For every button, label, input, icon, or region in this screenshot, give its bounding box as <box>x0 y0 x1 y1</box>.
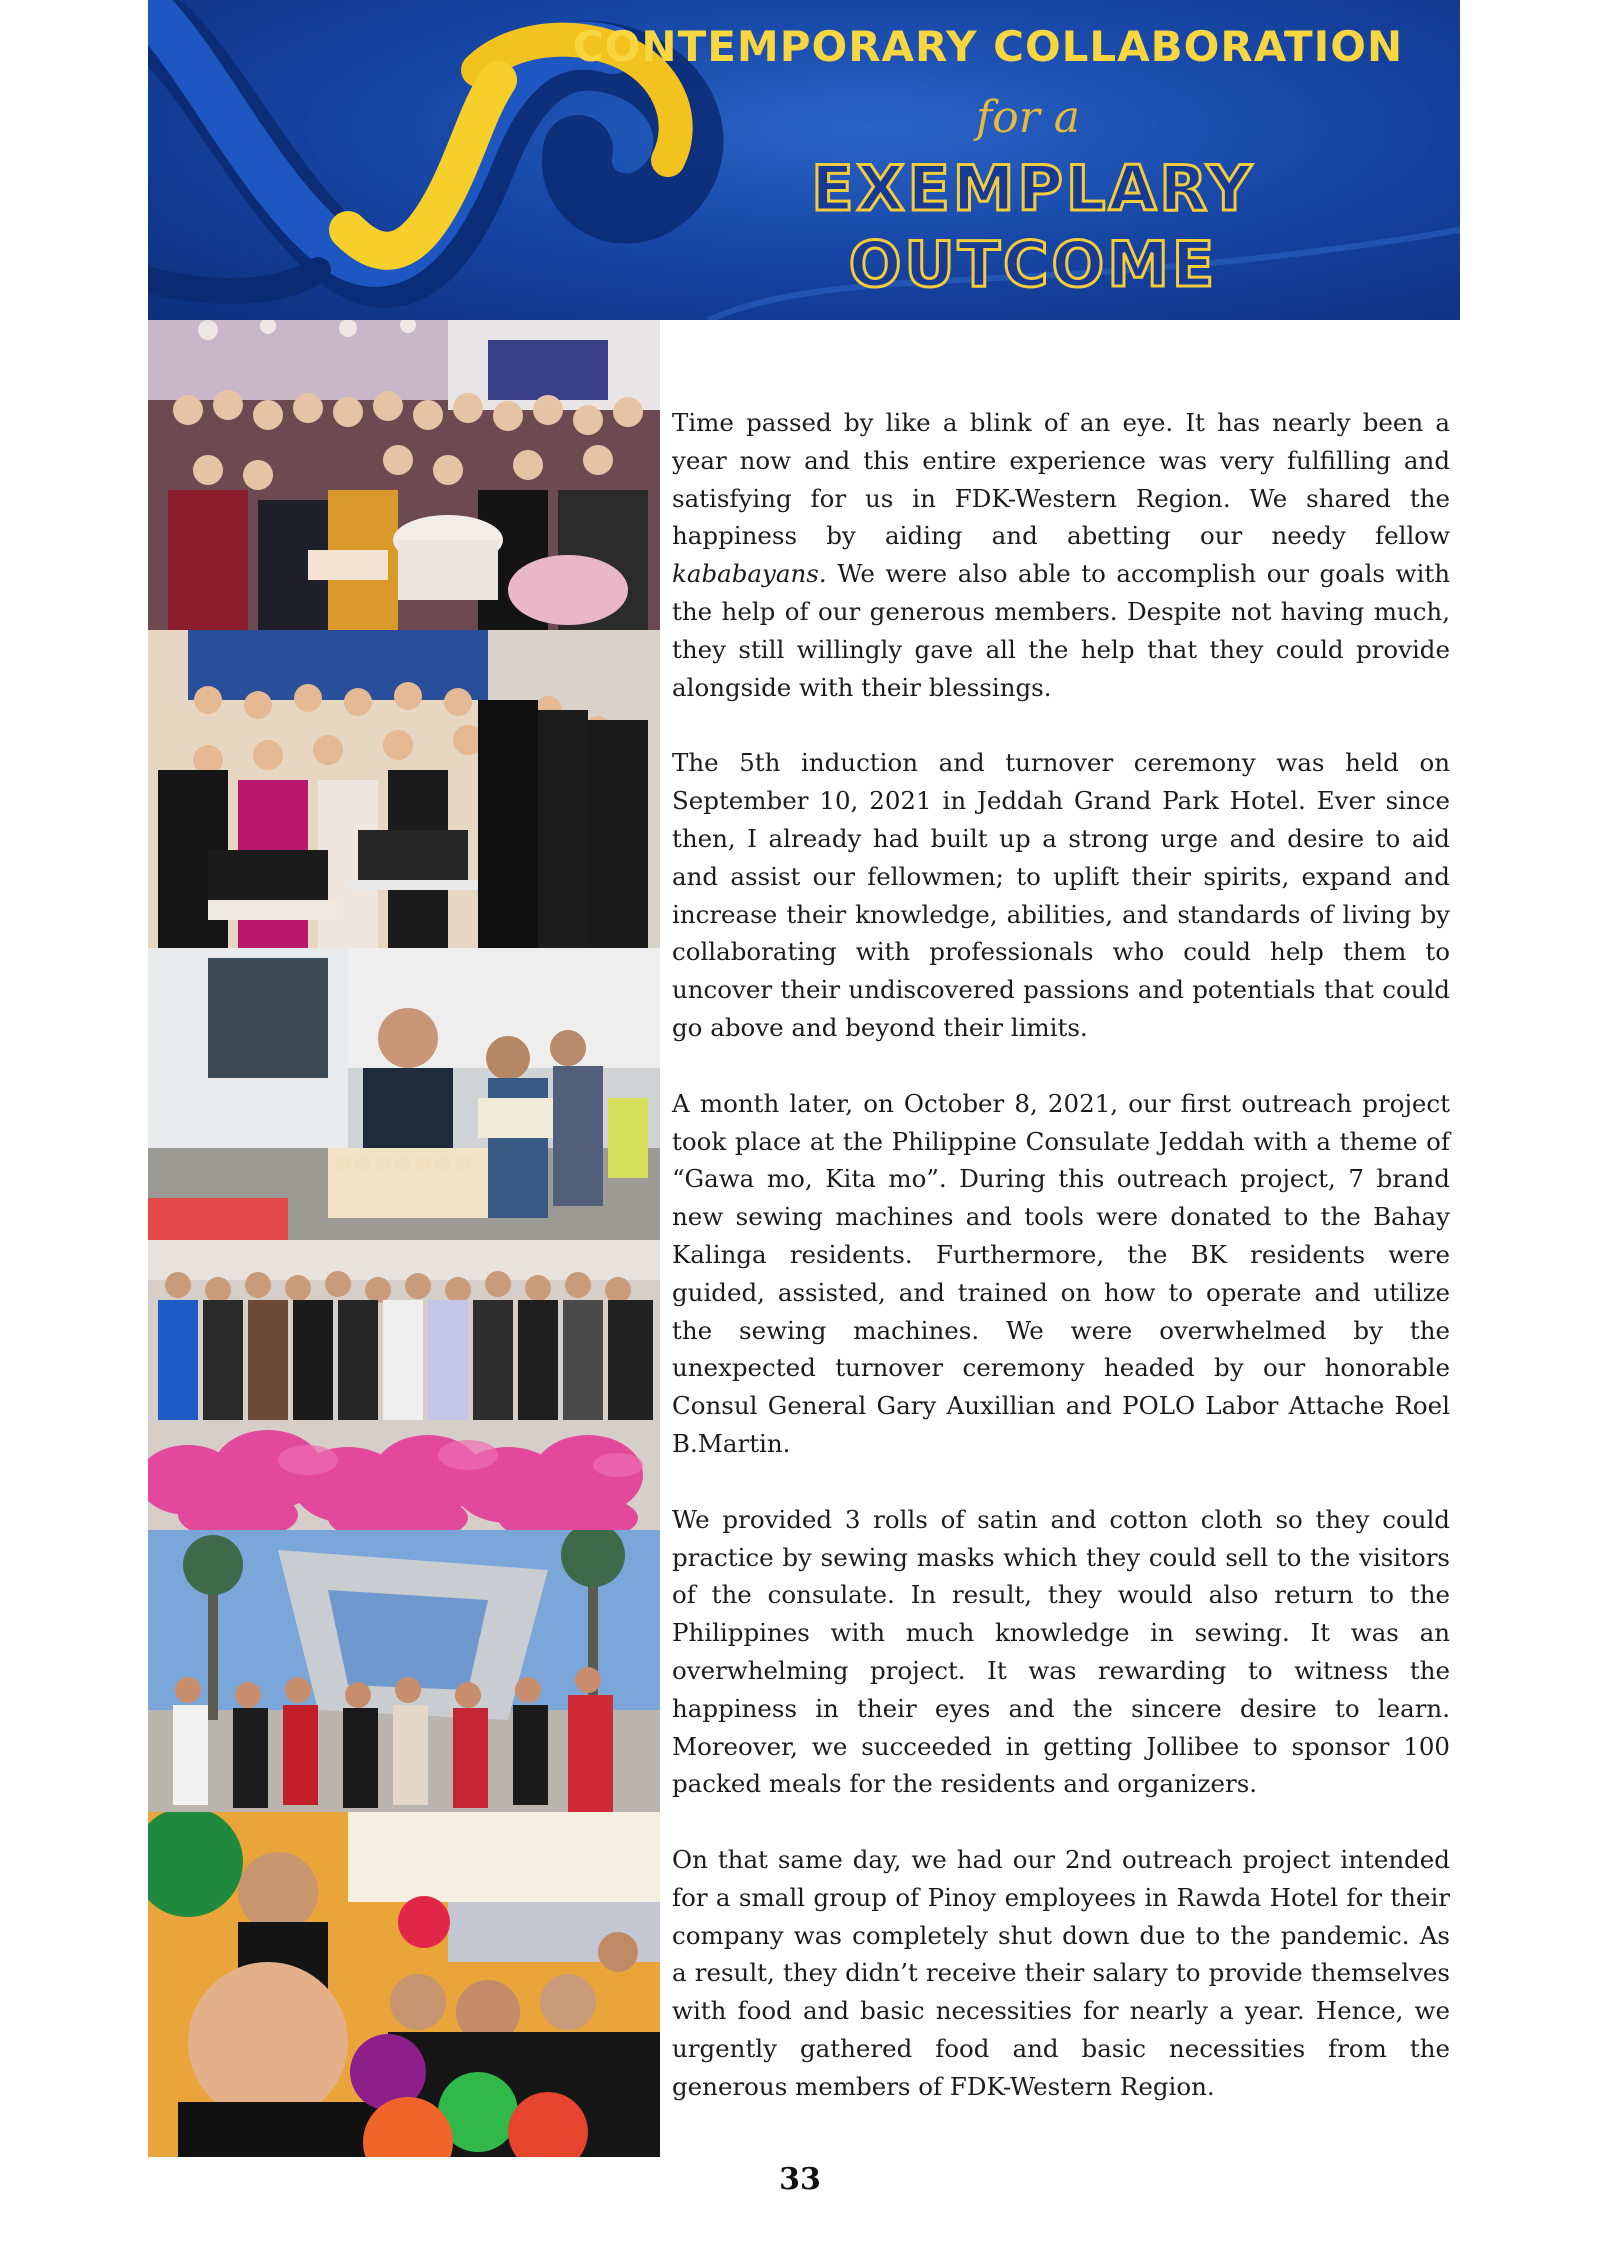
paragraph-4: We provided 3 rolls of satin and cotton cloth so they could practice by sewing masks which they could sell to the visitors of the consulate. In result, they would also return to the Philippines with much knowledge in sewing. It was an overwhelming project. It was rewarding to witness the happiness in their eyes and the sincere desire to learn. Moreover, we succeeded in getting Jollibee to sponsor 100 packed meals for the residents and organizers. <box>672 1504 1450 1799</box>
paragraph-1-part-a: Time passed by like a blink of an eye. It has nearly been a year now and this entire experience was very fulfilling and satisfying for us in FDK-Western Region. We shared the happiness by aiding and abetting our needy fellow <box>672 408 1450 551</box>
banner-title-line3: EXEMPLARY <box>811 152 1255 225</box>
paragraph-5: On that same day, we had our 2nd outreach project intended for a small group of Pinoy employees in Rawda Hotel for their company was completely shut down due to the pandemic. As a result, they didn’t receive their salary to provide themselves with food and basic necessities for nearly a year. Hence, we urgently gathered food and basic necessities from the generous members of FDK-Western Region. <box>672 1845 1450 2101</box>
photo-food-packs-group <box>148 1240 660 1532</box>
paragraph-2: The 5th induction and turnover ceremony was held on September 10, 2021 in Jeddah Grand Park Hotel. Ever since then, I already had built up a strong urge and desire to aid and assist our fellowmen; to uplift their spirits, expand and increase their knowledge, abilities, and standards of living by collaborating with professionals who could help them to uncover their undiscovered passions and potentials that could go above and beyond their limits. <box>672 748 1450 1042</box>
banner-title-line4: OUTCOME <box>848 228 1218 301</box>
photo-outdoor-monument-group <box>148 1530 660 1814</box>
banner-title-line2: for a <box>975 92 1081 143</box>
paragraph-3: A month later, on October 8, 2021, our first outreach project took place at the Philippine Consulate Jeddah with a theme of “Gawa mo, Kita mo”. During this outreach project, 7 brand new sewing machines and tools were donated to the Bahay Kalinga residents. Furthermore, the BK residents were guided, assisted, and trained on how to operate and utilize the sewing machines. We were overwhelmed by the unexpected turnover ceremony headed by our honorable Consul General Gary Auxillian and POLO Labor Attache Roel B.Martin. <box>672 1088 1450 1458</box>
paragraph-1 <box>672 404 1450 706</box>
photo-sewing-machines-donation <box>148 630 660 950</box>
article-body <box>672 404 1450 2144</box>
photo-bowling-selfie <box>148 1812 660 2157</box>
photo-induction-ceremony <box>148 320 660 632</box>
banner-title-line1: CONTEMPORARY COLLABORATION <box>572 22 1404 71</box>
photo-collage <box>148 320 660 2157</box>
title-banner <box>148 0 1460 320</box>
paragraph-1-part-b: We were also able to accomplish our goals with the help of our generous members. Despite not having much, they still willingly gave all the help that they could provide alongside with their blessings. <box>672 559 1450 702</box>
paragraph-1-emphasis: kababayans. <box>672 559 827 589</box>
photo-egg-trays-distribution <box>148 948 660 1242</box>
page-number: 33 <box>779 2162 821 2197</box>
